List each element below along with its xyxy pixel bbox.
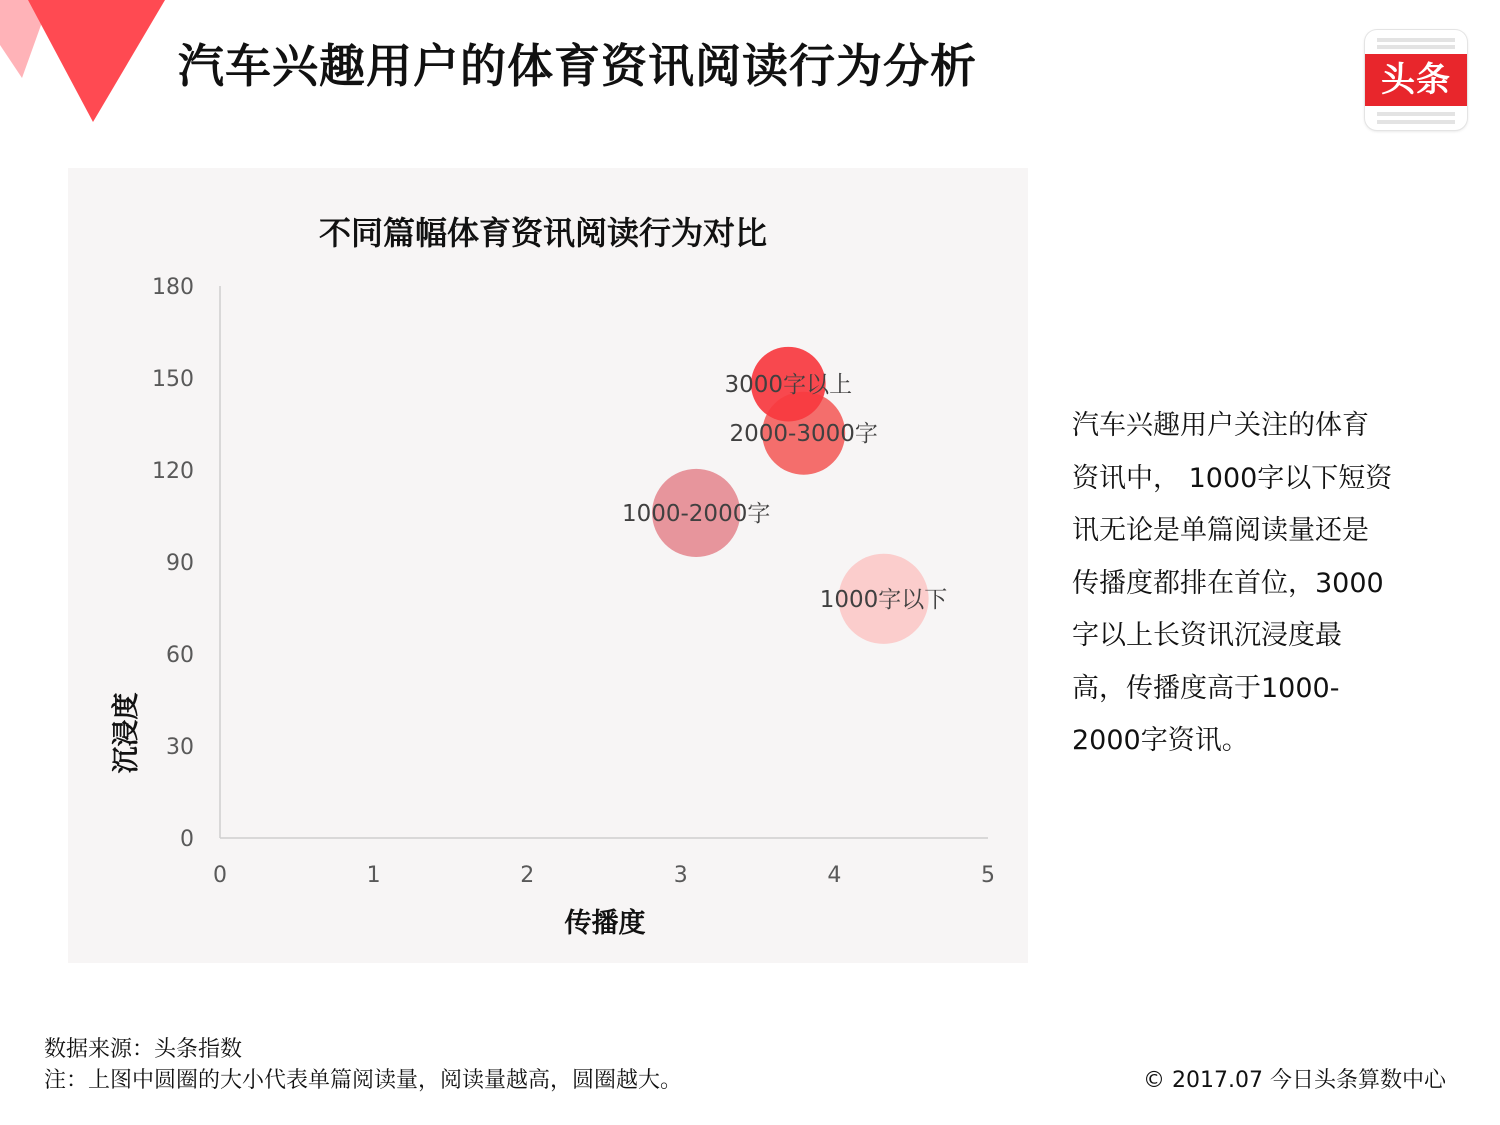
summary-text	[1072, 400, 1432, 768]
y-axis-label: 沉浸度	[111, 692, 142, 774]
summary-line: 讯无论是单篇阅读量还是	[1072, 515, 1369, 546]
chart-note: 注：上图中圆圈的大小代表单篇阅读量，阅读量越高，圆圈越大。	[44, 1068, 683, 1093]
y-tick-label: 90	[166, 551, 194, 576]
x-tick-label: 4	[827, 863, 842, 888]
bubble-chart	[68, 168, 1028, 963]
y-tick-label: 120	[152, 459, 194, 484]
page-title: 汽车兴趣用户的体育资讯阅读行为分析	[178, 39, 977, 93]
x-tick-label: 0	[213, 863, 227, 888]
chart-title: 不同篇幅体育资讯阅读行为对比	[318, 214, 768, 252]
summary-line: 资讯中， 1000字以下短资	[1072, 462, 1393, 494]
x-axis-label: 传播度	[564, 908, 646, 939]
y-tick-label: 30	[166, 735, 194, 760]
y-tick-label: 150	[152, 367, 194, 392]
x-tick-label: 1	[366, 863, 381, 888]
corner-decoration	[0, 0, 170, 125]
data-source: 数据来源：头条指数	[44, 1037, 243, 1062]
y-tick-label: 60	[166, 643, 194, 668]
summary-line: 高，传播度高于1000-	[1072, 672, 1340, 704]
bubble-label: 2000-3000字	[729, 421, 878, 448]
bubble-label: 3000字以上	[724, 372, 853, 399]
y-tick-label: 180	[152, 275, 194, 300]
summary-line: 字以上长资讯沉浸度最	[1072, 620, 1342, 651]
chart-panel	[68, 168, 1028, 963]
toutiao-logo	[1365, 30, 1467, 130]
x-tick-label: 2	[520, 863, 535, 888]
bubble-label: 1000字以下	[819, 586, 948, 613]
y-tick-label: 0	[180, 827, 194, 852]
summary-line: 2000字资讯。	[1072, 725, 1249, 756]
x-tick-label: 3	[673, 863, 688, 888]
copyright: © 2017.07 今日头条算数中心	[1143, 1068, 1446, 1093]
bubble-label: 1000-2000字	[621, 500, 771, 527]
x-tick-label: 5	[981, 863, 995, 888]
summary-line: 传播度都排在首位，3000	[1072, 567, 1384, 599]
logo-text: 头条	[1381, 60, 1451, 100]
summary-line: 汽车兴趣用户关注的体育	[1072, 410, 1369, 441]
